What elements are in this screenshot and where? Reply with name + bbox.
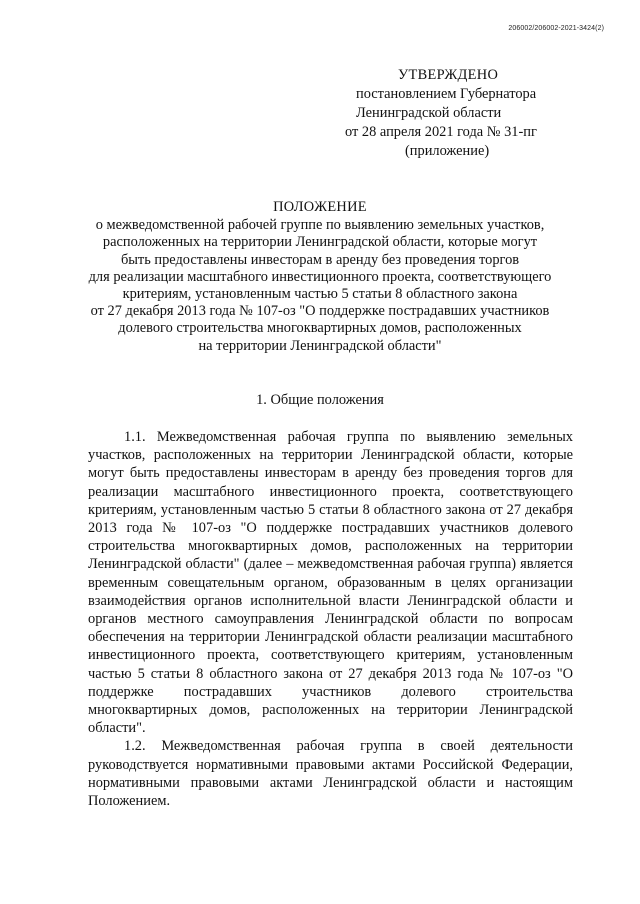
subtitle-line: долевого строительства многоквартирных домов, расположенных bbox=[118, 320, 522, 337]
approval-line: от 28 апреля 2021 года № 31-пг bbox=[345, 124, 537, 140]
document-id: 206002/206002-2021-3424(2) bbox=[508, 25, 604, 32]
approval-line: постановлением Губернатора bbox=[356, 86, 537, 102]
approval-stamp bbox=[334, 66, 594, 161]
document-title-block bbox=[40, 199, 600, 355]
document-body bbox=[88, 428, 573, 810]
subtitle-line: для реализации масштабного инвестиционного проекта, соответствующего bbox=[88, 268, 552, 285]
approval-line: Ленинградской области bbox=[356, 105, 502, 121]
approval-line: (приложение) bbox=[405, 143, 490, 159]
approval-heading: УТВЕРЖДЕНО bbox=[398, 67, 499, 83]
subtitle-line: о межведомственной рабочей группе по выявлению земельных участков, bbox=[95, 217, 545, 234]
subtitle-line: критериям, установленным частью 5 статьи 8 областного закона bbox=[122, 286, 518, 303]
paragraph-1-1: 1.1. Межведомственная рабочая группа по выявлению земельных участков, расположенных на территории Ленинградской области, которые могут быть предоставлены инвесторам в аренду без проведения торгов для реализации масштабного инвестиционного проекта, соответствующего критериям, установленным частью 5 статьи 8 областного закона от 27 декабря 2013 года № 107-оз "О поддержке пострадавших участников долевого строительства многоквартирных домов, расположенных на территории Ленинградской области" (далее – межведомственная рабочая группа) является временным совещательным органом, образованным в целях организации взаимодействия органов исполнительной власти Ленинградской области и органов местного самоуправления Ленинградской области по вопросам обеспечения на территории Ленинградской области реализации масштабного инвестиционного проекта, соответствующего критериям, установленным частью 5 статьи 8 областного закона от 27 декабря 2013 года № 107-оз "О поддержке пострадавших участников долевого строительства многоквартирных домов, расположенных на территории Ленинградской области". bbox=[88, 429, 573, 737]
subtitle-line: от 27 декабря 2013 года № 107-оз "О поддержке пострадавших участников bbox=[90, 303, 550, 320]
document-title: ПОЛОЖЕНИЕ bbox=[273, 199, 367, 215]
section-heading: 1. Общие положения bbox=[256, 392, 384, 408]
paragraph-1-2: 1.2. Межведомственная рабочая группа в своей деятельности руководствуется нормативными правовыми актами Российской Федерации, нормативными правовыми актами Ленинградской области и настоящим Положением. bbox=[88, 738, 573, 810]
subtitle-line: расположенных на территории Ленинградской области, которые могут bbox=[102, 234, 538, 251]
subtitle-line: на территории Ленинградской области" bbox=[198, 337, 442, 354]
subtitle-line: быть предоставлены инвесторам в аренду без проведения торгов bbox=[120, 251, 520, 268]
